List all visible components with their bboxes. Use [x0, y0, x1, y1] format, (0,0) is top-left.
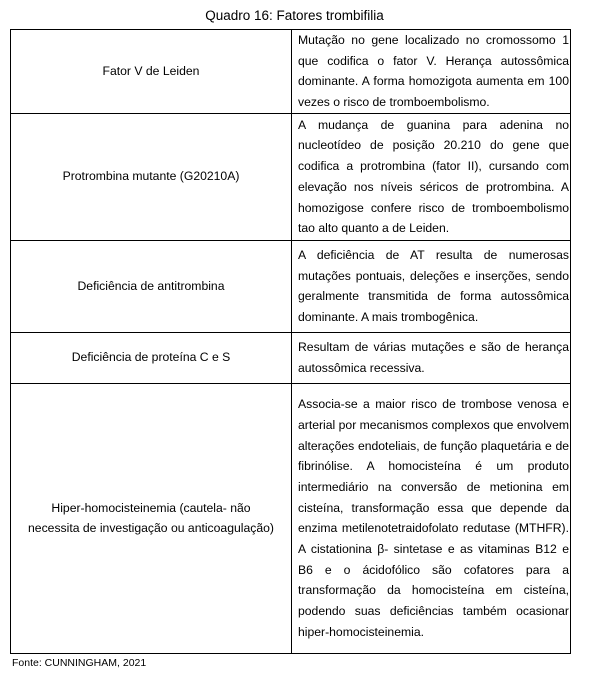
- factor-cell: Deficiência de antitrombina: [11, 240, 292, 332]
- description-cell: A deficiência de AT resulta de numerosas mutações pontuais, deleções e inserções, sendo geralmente transmitida de forma autossômica dominante. A mais trombogênica.: [292, 240, 571, 332]
- table-row: [11, 332, 571, 383]
- description-cell: A mudança de guanina para adenina no nucleotídeo de posição 20.210 do gene que codifica a protrombina (fator II), cursando com elevação nos níveis séricos de protrombina. A homozigose confere risco de tromboembolismo tao alto quanto a de Leiden.: [292, 113, 571, 240]
- table-row: [11, 240, 571, 332]
- factor-cell: Deficiência de proteína C e S: [11, 332, 292, 383]
- description-cell: Mutação no gene localizado no cromossomo 1 que codifica o fator V. Herança autossômica dominante. A forma homozigota aumenta em 100 vezes o risco de tromboembolismo.: [292, 30, 571, 114]
- table-row: [11, 113, 571, 240]
- factor-cell: Fator V de Leiden: [11, 30, 292, 114]
- table-row: [11, 383, 571, 653]
- source-note: Fonte: CUNNINGHAM, 2021: [12, 657, 147, 669]
- table-row: [11, 30, 571, 114]
- factor-cell: Hiper-homocisteinemia (cautela- não necessita de investigação ou anticoagulação): [11, 383, 292, 653]
- description-cell: Associa-se a maior risco de trombose venosa e arterial por mecanismos complexos que envolvem alterações endoteliais, de função plaquetária e de fibrinólise. A homocisteína é um produto intermediário na conversão de metionina em cisteína, transformação essa que depende da enzima metilenotetraidofolato redutase (MTHFR). A cistationina β- sintetase e as vitaminas B12 e B6 e o ácidofólico são cofatores para a transformação da homocisteína em cisteína, podendo suas deficiências também ocasionar hiper-homocisteinemia.: [292, 383, 571, 653]
- factor-cell: Protrombina mutante (G20210A): [11, 113, 292, 240]
- description-cell: Resultam de várias mutações e são de herança autossômica recessiva.: [292, 332, 571, 383]
- thrombophilia-table: [10, 29, 571, 654]
- table-caption: Quadro 16: Fatores trombifilia: [205, 8, 384, 23]
